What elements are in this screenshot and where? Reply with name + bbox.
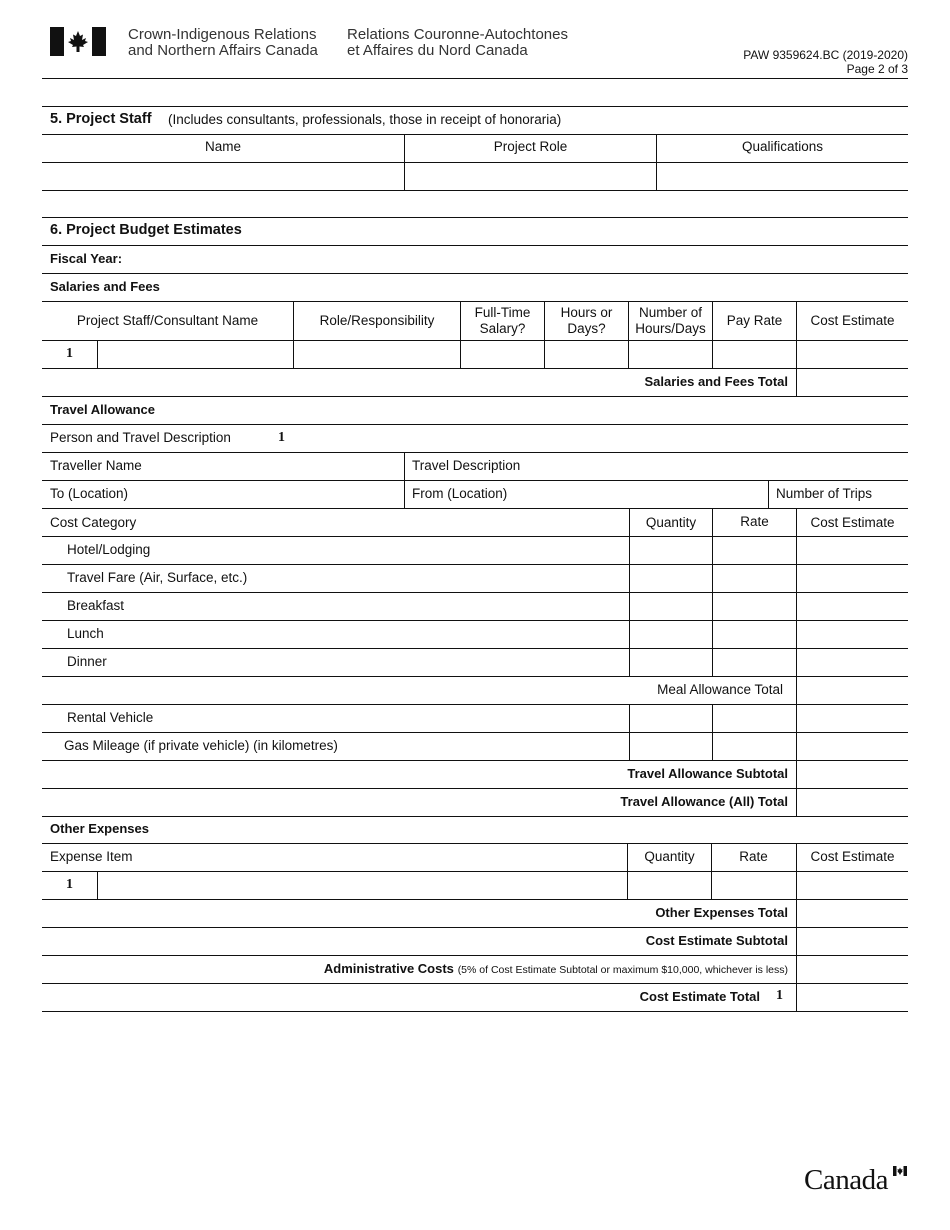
travel-cost-fields[interactable] [797, 537, 907, 676]
dept-name-en-1: Crown-Indigenous Relations [128, 26, 317, 43]
travel-heading: Travel Allowance [50, 402, 156, 417]
col-name: Name [204, 139, 241, 154]
travel-col-cost: Cost Estimate [810, 515, 895, 530]
canada-wordmark-text: Canada [804, 1164, 888, 1196]
col-fulltime-2: Salary? [479, 321, 526, 336]
cost-total-field[interactable] [797, 984, 907, 1011]
col-number-1: Number of [638, 305, 703, 320]
staff-name-field[interactable] [43, 163, 403, 190]
vehicle-rate-fields[interactable] [713, 705, 796, 760]
travel-all-total-field[interactable] [797, 789, 907, 816]
from-location-field[interactable] [405, 481, 767, 508]
travel-item-fare: Travel Fare (Air, Surface, etc.) [67, 570, 248, 585]
number-of-trips-field[interactable] [769, 481, 907, 508]
col-hours-1: Hours or [560, 305, 613, 320]
number-of-trips-label: Number of Trips [776, 486, 873, 501]
travel-quantity-fields[interactable] [630, 537, 712, 676]
travel-subtotal-label: Travel Allowance Subtotal [627, 766, 788, 781]
cost-total-label: Cost Estimate Total [639, 989, 760, 1004]
salaries-total-label: Salaries and Fees Total [644, 374, 788, 389]
section5-subtitle: (Includes consultants, professionals, those in receipt of honoraria) [168, 112, 562, 127]
col-number-2: Hours/Days [635, 321, 706, 336]
col-cost-estimate: Cost Estimate [810, 313, 895, 328]
travel-all-total-label: Travel Allowance (All) Total [620, 794, 788, 809]
salary-fulltime-field[interactable] [461, 341, 543, 368]
salaries-heading: Salaries and Fees [50, 279, 160, 294]
travel-item-rental: Rental Vehicle [67, 710, 154, 725]
admin-costs-row [324, 961, 788, 978]
vehicle-cost-fields[interactable] [797, 705, 907, 760]
other-col-rate: Rate [739, 849, 768, 864]
header-rule [42, 78, 908, 79]
travel-item-lunch: Lunch [67, 626, 104, 641]
other-cost-field[interactable] [797, 872, 907, 899]
col-role: Role/Responsibility [319, 313, 435, 328]
travel-item-gas: Gas Mileage (if private vehicle) (in kilometres) [64, 738, 338, 753]
dept-name-en-2: and Northern Affairs Canada [128, 42, 318, 59]
salary-hours-days-field[interactable] [545, 341, 627, 368]
admin-costs-field[interactable] [797, 956, 907, 983]
travel-item-dinner: Dinner [67, 654, 107, 669]
traveller-name-label: Traveller Name [50, 458, 142, 473]
meal-allowance-total-field[interactable] [797, 677, 907, 704]
salaries-total-field[interactable] [797, 369, 907, 396]
col-pay-rate: Pay Rate [726, 313, 783, 328]
salary-cost-field[interactable] [797, 341, 907, 368]
canada-flag-logo [50, 27, 106, 56]
other-row-number: 1 [66, 877, 73, 892]
other-expenses-total-label: Other Expenses Total [655, 905, 788, 920]
cost-subtotal-field[interactable] [797, 928, 907, 955]
dept-name-fr-2: et Affaires du Nord Canada [347, 42, 528, 59]
cost-total-number: 1 [776, 988, 783, 1003]
other-col-cost: Cost Estimate [810, 849, 895, 864]
form-id: PAW 9359624.BC (2019-2020) [743, 48, 908, 62]
admin-costs-label: Administrative Costs [323, 961, 454, 976]
fiscal-year-field[interactable] [135, 246, 907, 273]
travel-description-field[interactable] [405, 453, 907, 480]
admin-costs-note: (5% of Cost Estimate Subtotal or maximum $10,000, whichever is less) [457, 964, 788, 976]
col-qualifications: Qualifications [741, 139, 824, 154]
person-travel-desc-label: Person and Travel Description [50, 430, 231, 445]
other-expense-item-field[interactable] [98, 872, 626, 899]
other-expenses-heading: Other Expenses [50, 821, 149, 836]
vehicle-quantity-fields[interactable] [630, 705, 712, 760]
canada-wordmark [804, 1164, 908, 1196]
travel-subtotal-field[interactable] [797, 761, 907, 788]
staff-role-field[interactable] [405, 163, 655, 190]
salary-role-field[interactable] [294, 341, 459, 368]
col-hours-2: Days? [567, 321, 606, 336]
page-number: Page 2 of 3 [846, 62, 908, 76]
fiscal-year-label: Fiscal Year: [50, 251, 123, 266]
traveller-name-field[interactable] [43, 453, 403, 480]
expense-item-label: Expense Item [50, 849, 133, 864]
salary-number-field[interactable] [629, 341, 711, 368]
person-travel-number: 1 [278, 430, 285, 445]
section6-title: 6. Project Budget Estimates [50, 222, 242, 238]
meal-allowance-total-label: Meal Allowance Total [657, 682, 783, 697]
wordmark-flag-icon [893, 1166, 907, 1176]
salary-row-number: 1 [66, 346, 73, 361]
col-fulltime-1: Full-Time [474, 305, 531, 320]
travel-description-label: Travel Description [412, 458, 521, 473]
staff-qualifications-field[interactable] [657, 163, 907, 190]
dept-name-fr-1: Relations Couronne-Autochtones [347, 26, 568, 43]
other-col-quantity: Quantity [644, 849, 695, 864]
cost-category-label: Cost Category [50, 515, 137, 530]
travel-item-hotel: Hotel/Lodging [67, 542, 151, 557]
salary-pay-rate-field[interactable] [713, 341, 795, 368]
travel-col-quantity: Quantity [645, 515, 697, 530]
other-quantity-field[interactable] [628, 872, 710, 899]
other-rate-field[interactable] [712, 872, 795, 899]
travel-item-breakfast: Breakfast [67, 598, 125, 613]
col-staff-name: Project Staff/Consultant Name [76, 313, 259, 328]
col-project-role: Project Role [493, 139, 568, 154]
cost-subtotal-label: Cost Estimate Subtotal [645, 933, 788, 948]
travel-col-rate: Rate [740, 514, 769, 529]
salary-staff-name-field[interactable] [98, 341, 292, 368]
other-expenses-total-field[interactable] [797, 900, 907, 927]
to-location-label: To (Location) [50, 486, 129, 501]
travel-rate-fields[interactable] [713, 537, 796, 676]
section5-title: 5. Project Staff [50, 111, 152, 127]
from-location-label: From (Location) [412, 486, 508, 501]
to-location-field[interactable] [43, 481, 403, 508]
